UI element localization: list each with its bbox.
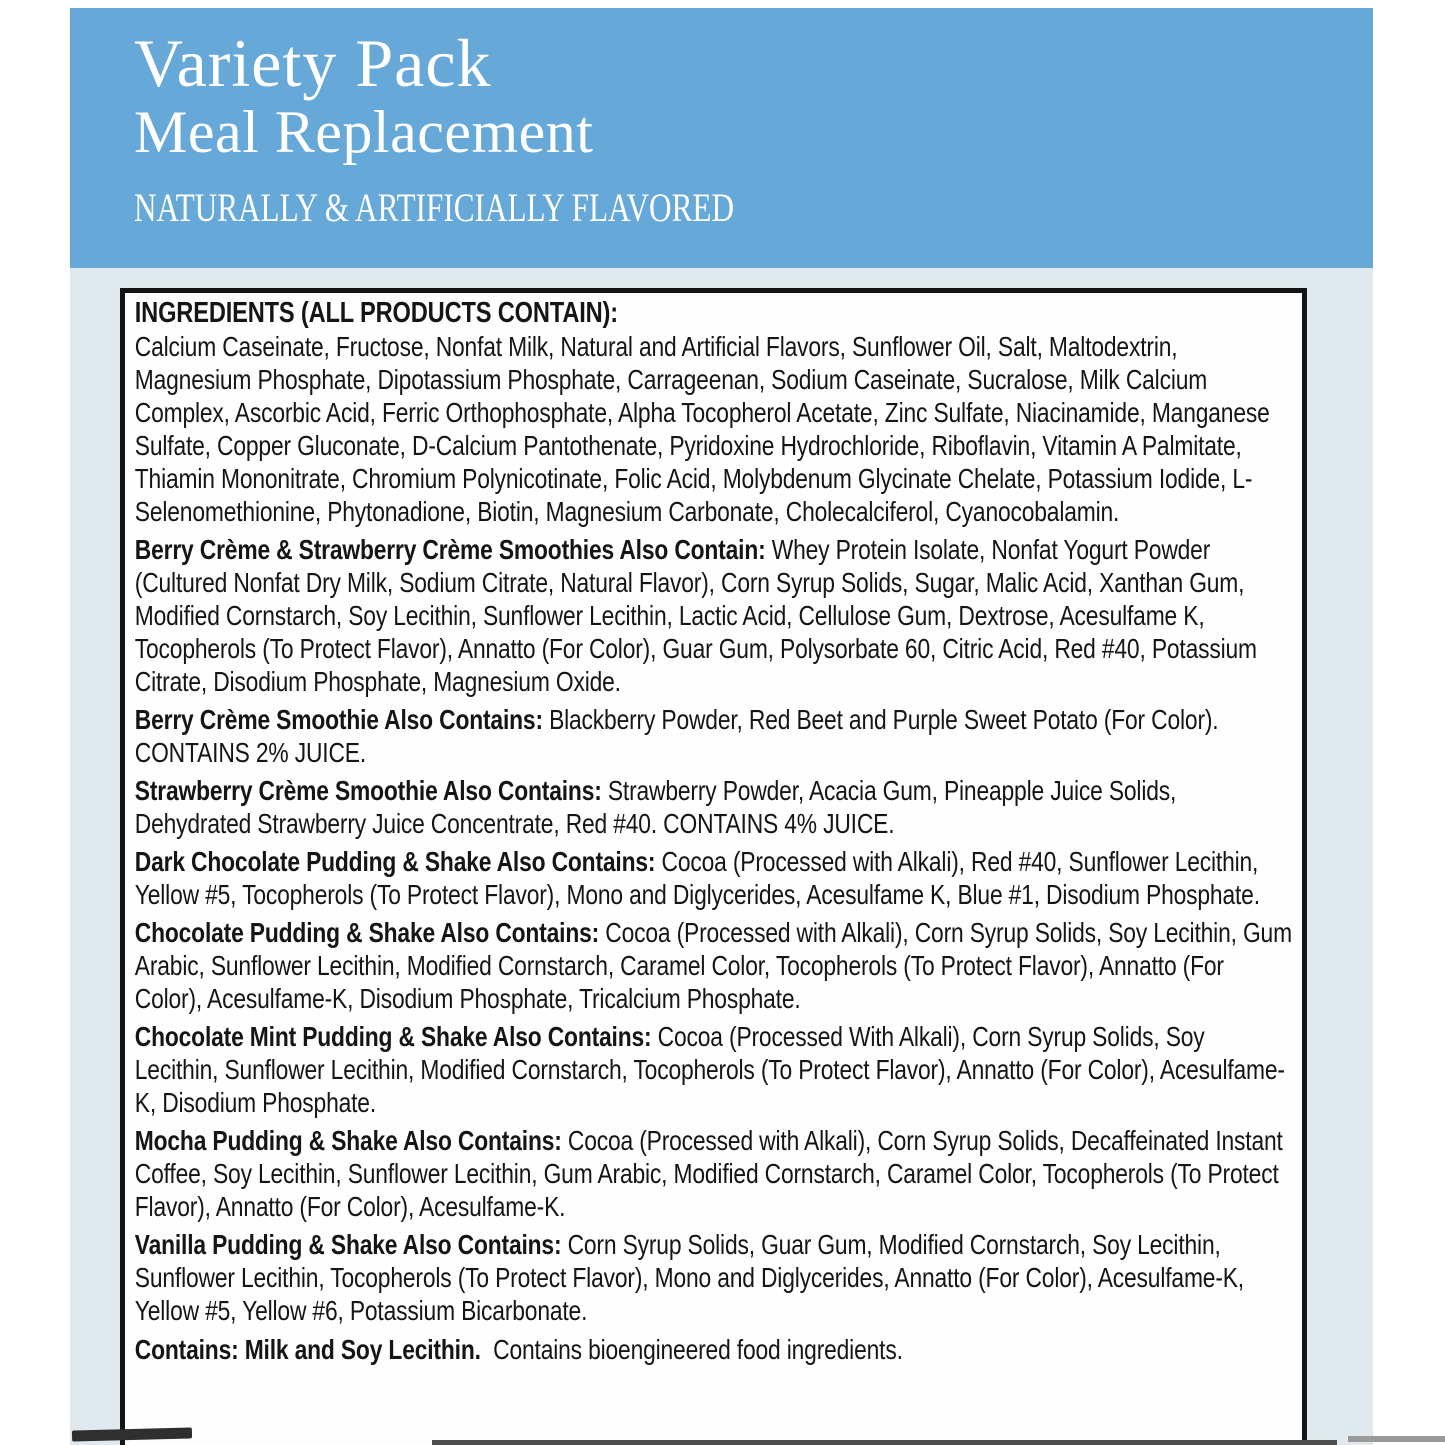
section-heading: Vanilla Pudding & Shake Also Contains:: [134, 1229, 562, 1260]
ingredient-section: [135, 916, 1292, 1015]
section-text: Cocoa (Processed with Alkali), Corn Syrup Solids, Decaffeinated Instant Coffee, Soy Lecithin, Sunflower Lecithin, Gum Arabic, Modified Cornstarch, Caramel Color, Tocopherols (To Protect Flavor), Annatto (For Color), Acesulfame-K.: [134, 1125, 1283, 1222]
section-text: Corn Syrup Solids, Guar Gum, Modified Cornstarch, Soy Lecithin, Sunflower Lecithin, Tocopherols (To Protect Flavor), Mono and Diglycerides, Annatto (For Color), Acesulfame-K, Yellow #5, Yellow #6, Potassium Bicarbonate.: [134, 1229, 1244, 1326]
section-heading: Berry Crème Smoothie Also Contains:: [134, 704, 543, 735]
ingredient-section: [135, 1124, 1292, 1223]
product-header-text: [70, 8, 1373, 228]
section-text: Blackberry Powder, Red Beet and Purple Sweet Potato (For Color). CONTAINS 2% JUICE.: [134, 704, 1219, 768]
section-heading: Strawberry Crème Smoothie Also Contains:: [134, 775, 602, 806]
product-title: Variety Pack: [134, 25, 492, 101]
section-heading: Mocha Pudding & Shake Also Contains:: [134, 1125, 562, 1156]
ingredient-section: [135, 845, 1292, 911]
section-heading: Chocolate Pudding & Shake Also Contains:: [134, 917, 600, 948]
section-text: Cocoa (Processed with Alkali), Corn Syrup Solids, Soy Lecithin, Gum Arabic, Sunflower Lecithin, Modified Cornstarch, Caramel Color, Tocopherols (To Protect Flavor), Annatto (For Color), Acesulfame-K, Disodium Phosphate, Tricalcium Phosphate.: [134, 917, 1292, 1014]
section-heading: Berry Crème & Strawberry Crème Smoothies Also Contain:: [134, 534, 766, 565]
product-header-band: [70, 8, 1373, 268]
section-text: Strawberry Powder, Acacia Gum, Pineapple Juice Solids, Dehydrated Strawberry Juice Concentrate, Red #40. CONTAINS 4% JUICE.: [134, 775, 1177, 839]
ingredient-section: [135, 533, 1292, 698]
all-products-ingredients: Calcium Caseinate, Fructose, Nonfat Milk, Natural and Artificial Flavors, Sunflower Oil, Salt, Maltodextrin, Magnesium Phosphate, Dipotassium Phosphate, Carrageenan, Sodium Caseinate, Sucralose, Milk Calcium Complex, Ascorbic Acid, Ferric Orthophosphate, Alpha Tocopherol Acetate, Zinc Sulfate, Niacinamide, Manganese Sulfate, Copper Gluconate, D-Calcium Pantothenate, Pyridoxine Hydrochloride, Riboflavin, Vitamin A Palmitate, Thiamin Mononitrate, Chromium Polynicotinate, Folic Acid, Molybdenum Glycinate Chelate, Potassium Iodide, L-Selenomethionine, Phytonadione, Biotin, Magnesium Carbonate, Cholecalciferol, Cyanocobalamin.: [134, 331, 1270, 527]
ingredients-title: INGREDIENTS (ALL PRODUCTS CONTAIN):: [134, 297, 618, 329]
bioengineered-note: Contains bioengineered food ingredients.: [493, 1334, 903, 1365]
ingredients-panel: [120, 288, 1307, 1445]
section-text: Cocoa (Processed With Alkali), Corn Syrup Solids, Soy Lecithin, Sunflower Lecithin, Modified Cornstarch, Tocopherols (To Protect Flavor), Annatto (For Color), Acesulfame-K, Disodium Phosphate.: [134, 1021, 1285, 1118]
allergen-heading: Contains: Milk and Soy Lecithin.: [134, 1334, 481, 1365]
section-text: Whey Protein Isolate, Nonfat Yogurt Powder (Cultured Nonfat Dry Milk, Sodium Citrate, Natural Flavor), Corn Syrup Solids, Sugar, Malic Acid, Xanthan Gum, Modified Cornstarch, Soy Lecithin, Sunflower Lecithin, Lactic Acid, Cellulose Gum, Dextrose, Acesulfame K, Tocopherols (To Protect Flavor), Annatto (For Color), Guar Gum, Polysorbate 60, Citric Acid, Red #40, Potassium Citrate, Disodium Phosphate, Magnesium Oxide.: [134, 534, 1257, 697]
section-heading: Dark Chocolate Pudding & Shake Also Contains:: [134, 846, 656, 877]
ingredient-section: [135, 1020, 1292, 1119]
ingredient-section: [135, 1228, 1292, 1327]
section-heading: Chocolate Mint Pudding & Shake Also Contains:: [134, 1021, 652, 1052]
product-tagline: NATURALLY & ARTIFICIALLY FLAVORED: [134, 185, 734, 230]
allergen-statement: [135, 1333, 1292, 1366]
ingredient-section: [135, 774, 1292, 840]
photo-smudge: [1348, 1436, 1445, 1442]
photo-smudge: [432, 1440, 1337, 1445]
ingredient-section: [135, 703, 1292, 769]
section-text: Cocoa (Processed with Alkali), Red #40, Sunflower Lecithin, Yellow #5, Tocopherols (To Protect Flavor), Mono and Diglycerides, Acesulfame K, Blue #1, Disodium Phosphate.: [134, 846, 1260, 910]
ingredients-content: [125, 293, 1292, 1366]
product-subtitle: Meal Replacement: [134, 99, 594, 165]
